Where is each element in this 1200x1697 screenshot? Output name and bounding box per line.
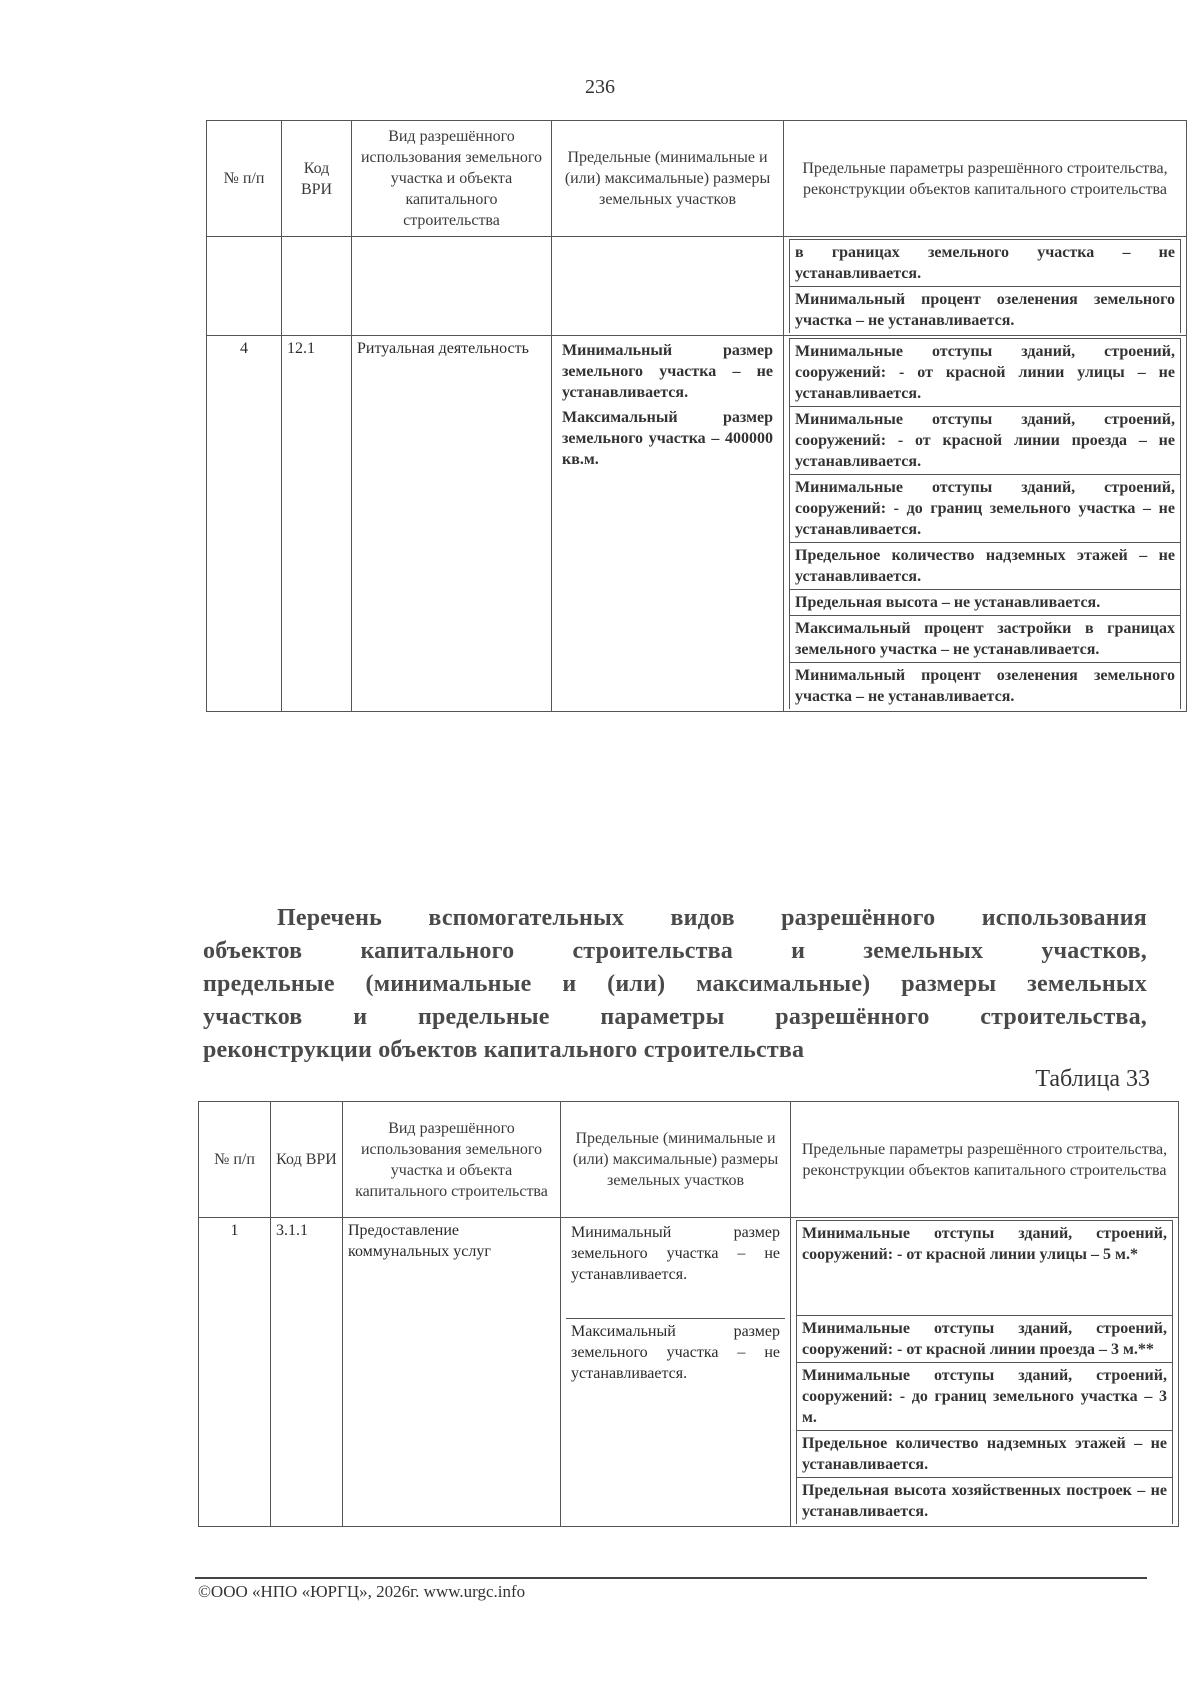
section-heading (203, 902, 1147, 1067)
param-cell: Предельная высота хозяйственных построек – не устанавливается. (797, 1478, 1173, 1525)
header-num: № п/п (207, 121, 282, 237)
footer-divider (195, 1577, 1147, 1579)
param-cell: Минимальный процент озеленения земельного участка – не устанавливается. (790, 287, 1181, 334)
param-cell: в границах земельного участка – не устанавливается. (790, 240, 1181, 287)
table-row (207, 336, 1187, 712)
table-auxiliary-uses (198, 1101, 1179, 1527)
table-label: Таблица 33 (1035, 1066, 1150, 1092)
header-code: Код ВРИ (271, 1102, 343, 1218)
size-cell: Минимальный размер земельного участка – не устанавливается. (566, 1220, 785, 1319)
header-sizes: Предельные (минимальные и (или) максимальные) размеры земельных участков (552, 121, 784, 237)
param-cell: Предельная высота – не устанавливается. (790, 590, 1181, 616)
heading-line: реконструкции объектов капитального строительства (203, 1037, 805, 1063)
footer-copyright: ©ООО «НПО «ЮРГЦ», 2026г. www.urgc.info (198, 1582, 526, 1601)
header-type: Вид разрешённого использования земельного участка и объекта капитального строительства (352, 121, 552, 237)
row-type: Предоставление коммунальных услуг (343, 1218, 561, 1527)
heading-line: участков и предельные параметры разрешённого строительства, (203, 1004, 1147, 1030)
param-cell: Минимальные отступы зданий, строений, сооружений: - от красной линии улицы – не устанавливается. (790, 339, 1181, 407)
table-row (207, 237, 1187, 336)
param-cell: Предельное количество надземных этажей – не устанавливается. (797, 1431, 1173, 1478)
param-cell: Минимальные отступы зданий, строений, сооружений: - до границ земельного участка – не устанавливается. (790, 475, 1181, 543)
table-main-uses (206, 120, 1187, 712)
row-type: Ритуальная деятельность (352, 336, 552, 712)
param-cell: Минимальный процент озеленения земельного участка – не устанавливается. (790, 663, 1181, 710)
header-params: Предельные параметры разрешённого строительства, реконструкции объектов капитального строительства (784, 121, 1187, 237)
table-header-row (199, 1102, 1179, 1218)
heading-line: объектов капитального строительства и земельных участков, (203, 938, 1147, 964)
row-num: 1 (199, 1218, 271, 1527)
param-cell: Максимальный процент застройки в границах земельного участка – не устанавливается. (790, 616, 1181, 663)
param-cell: Минимальные отступы зданий, строений, сооружений: - от красной линии проезда – не устанавливается. (790, 407, 1181, 475)
size-cell: Максимальный размер земельного участка – не устанавливается. (571, 1323, 780, 1382)
param-cell: Предельное количество надземных этажей – не устанавливается. (790, 543, 1181, 590)
header-num: № п/п (199, 1102, 271, 1218)
page-number: 236 (585, 76, 615, 98)
heading-line: предельные (минимальные и (или) максимальные) размеры земельных (203, 971, 1147, 997)
param-cell: Минимальные отступы зданий, строений, сооружений: - от красной линии улицы – 5 м.* (797, 1221, 1173, 1316)
heading-line: Перечень вспомогательных видов разрешённого использования (277, 905, 1147, 931)
size-cell: Минимальный размер земельного участка – не устанавливается. (562, 342, 773, 401)
header-sizes: Предельные (минимальные и (или) максимальные) размеры земельных участков (561, 1102, 791, 1218)
size-cell: Максимальный размер земельного участка – 400000 кв.м. (562, 409, 773, 468)
row-num: 4 (207, 336, 282, 712)
table-header-row (207, 121, 1187, 237)
table-row (199, 1218, 1179, 1527)
header-code: Код ВРИ (282, 121, 352, 237)
param-cell: Минимальные отступы зданий, строений, сооружений: - от красной линии проезда – 3 м.** (797, 1316, 1173, 1363)
header-params: Предельные параметры разрешённого строительства, реконструкции объектов капитального строительства (791, 1102, 1179, 1218)
row-code: 3.1.1 (271, 1218, 343, 1527)
row-code: 12.1 (282, 336, 352, 712)
param-cell: Минимальные отступы зданий, строений, сооружений: - до границ земельного участка – 3 м. (797, 1363, 1173, 1431)
header-type: Вид разрешённого использования земельного участка и объекта капитального строительства (343, 1102, 561, 1218)
